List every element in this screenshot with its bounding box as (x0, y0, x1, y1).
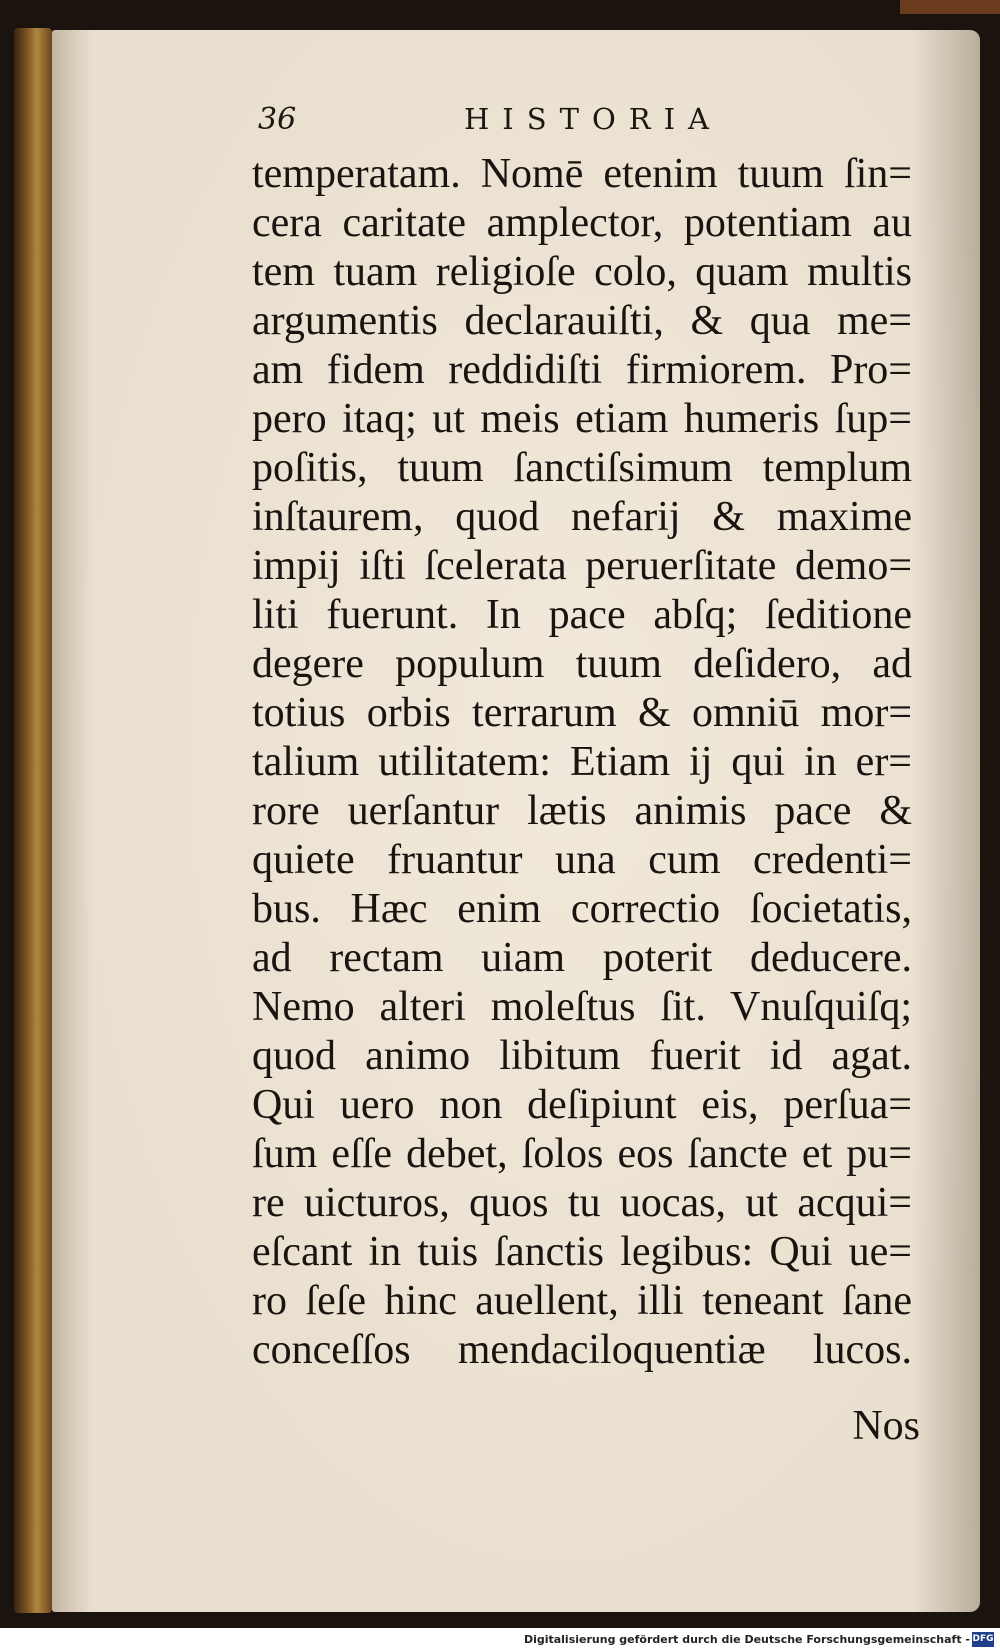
page-number: 36 (258, 102, 297, 137)
text-line: eſcant in tuis ſanctis legibus: Qui ue= (252, 1229, 912, 1275)
text-line: ſum eſſe debet, ſolos eos ſancte et pu= (252, 1131, 912, 1177)
text-line: am fidem reddidiſti firmiorem. Pro= (252, 347, 912, 393)
dfg-logo: DFG (972, 1632, 994, 1647)
spine-strip (900, 0, 1000, 14)
text-line: inſtaurem, quod nefarij & maxime (252, 494, 912, 540)
catchword: Nos (852, 1403, 920, 1449)
text-line: tem tuam religioſe colo, quam multis (252, 249, 912, 295)
text-line: cera caritate amplector, potentiam au (252, 200, 912, 246)
text-line: totius orbis terrarum & omniū mor= (252, 690, 912, 736)
text-line: ad rectam uiam poterit deducere. (252, 935, 912, 981)
text-line: liti fuerunt. In pace abſq; ſeditione (252, 592, 912, 638)
running-title: HISTORIA (464, 102, 722, 136)
text-line: Nemo alteri moleſtus ſit. Vnuſquiſq; (252, 984, 912, 1030)
text-line: quod animo libitum fuerit id agat. (252, 1033, 912, 1079)
text-line: re uicturos, quos tu uocas, ut acqui= (252, 1180, 912, 1226)
text-line: talium utilitatem: Etiam ij qui in er= (252, 739, 912, 785)
gilt-cover-edge (14, 28, 52, 1613)
text-line: quiete fruantur una cum credenti= (252, 837, 912, 883)
text-line: conceſſos mendaciloquentiæ lucos. (252, 1327, 912, 1373)
text-line: impij iſti ſcelerata peruerſitate demo= (252, 543, 912, 589)
text-line: rore uerſantur lætis animis pace & (252, 788, 912, 834)
text-line: argumentis declarauiſti, & qua me= (252, 298, 912, 344)
digitization-credit: Digitalisierung gefördert durch die Deutsche Forschungsgemeinschaft - (523, 1633, 970, 1646)
text-line: ro ſeſe hinc auellent, illi teneant ſane (252, 1278, 912, 1324)
text-line: pero itaq; ut meis etiam humeris ſup= (252, 396, 912, 442)
text-line: bus. Hæc enim correctio ſocietatis, (252, 886, 912, 932)
running-head (258, 96, 898, 146)
text-line: degere populum tuum deſidero, ad (252, 641, 912, 687)
text-line: Qui uero non deſipiunt eis, perſua= (252, 1082, 912, 1128)
text-line: temperatam. Nomē etenim tuum ſin= (252, 151, 912, 197)
text-line: poſitis, tuum ſanctiſsimum templum (252, 445, 912, 491)
text-block (252, 150, 912, 1375)
